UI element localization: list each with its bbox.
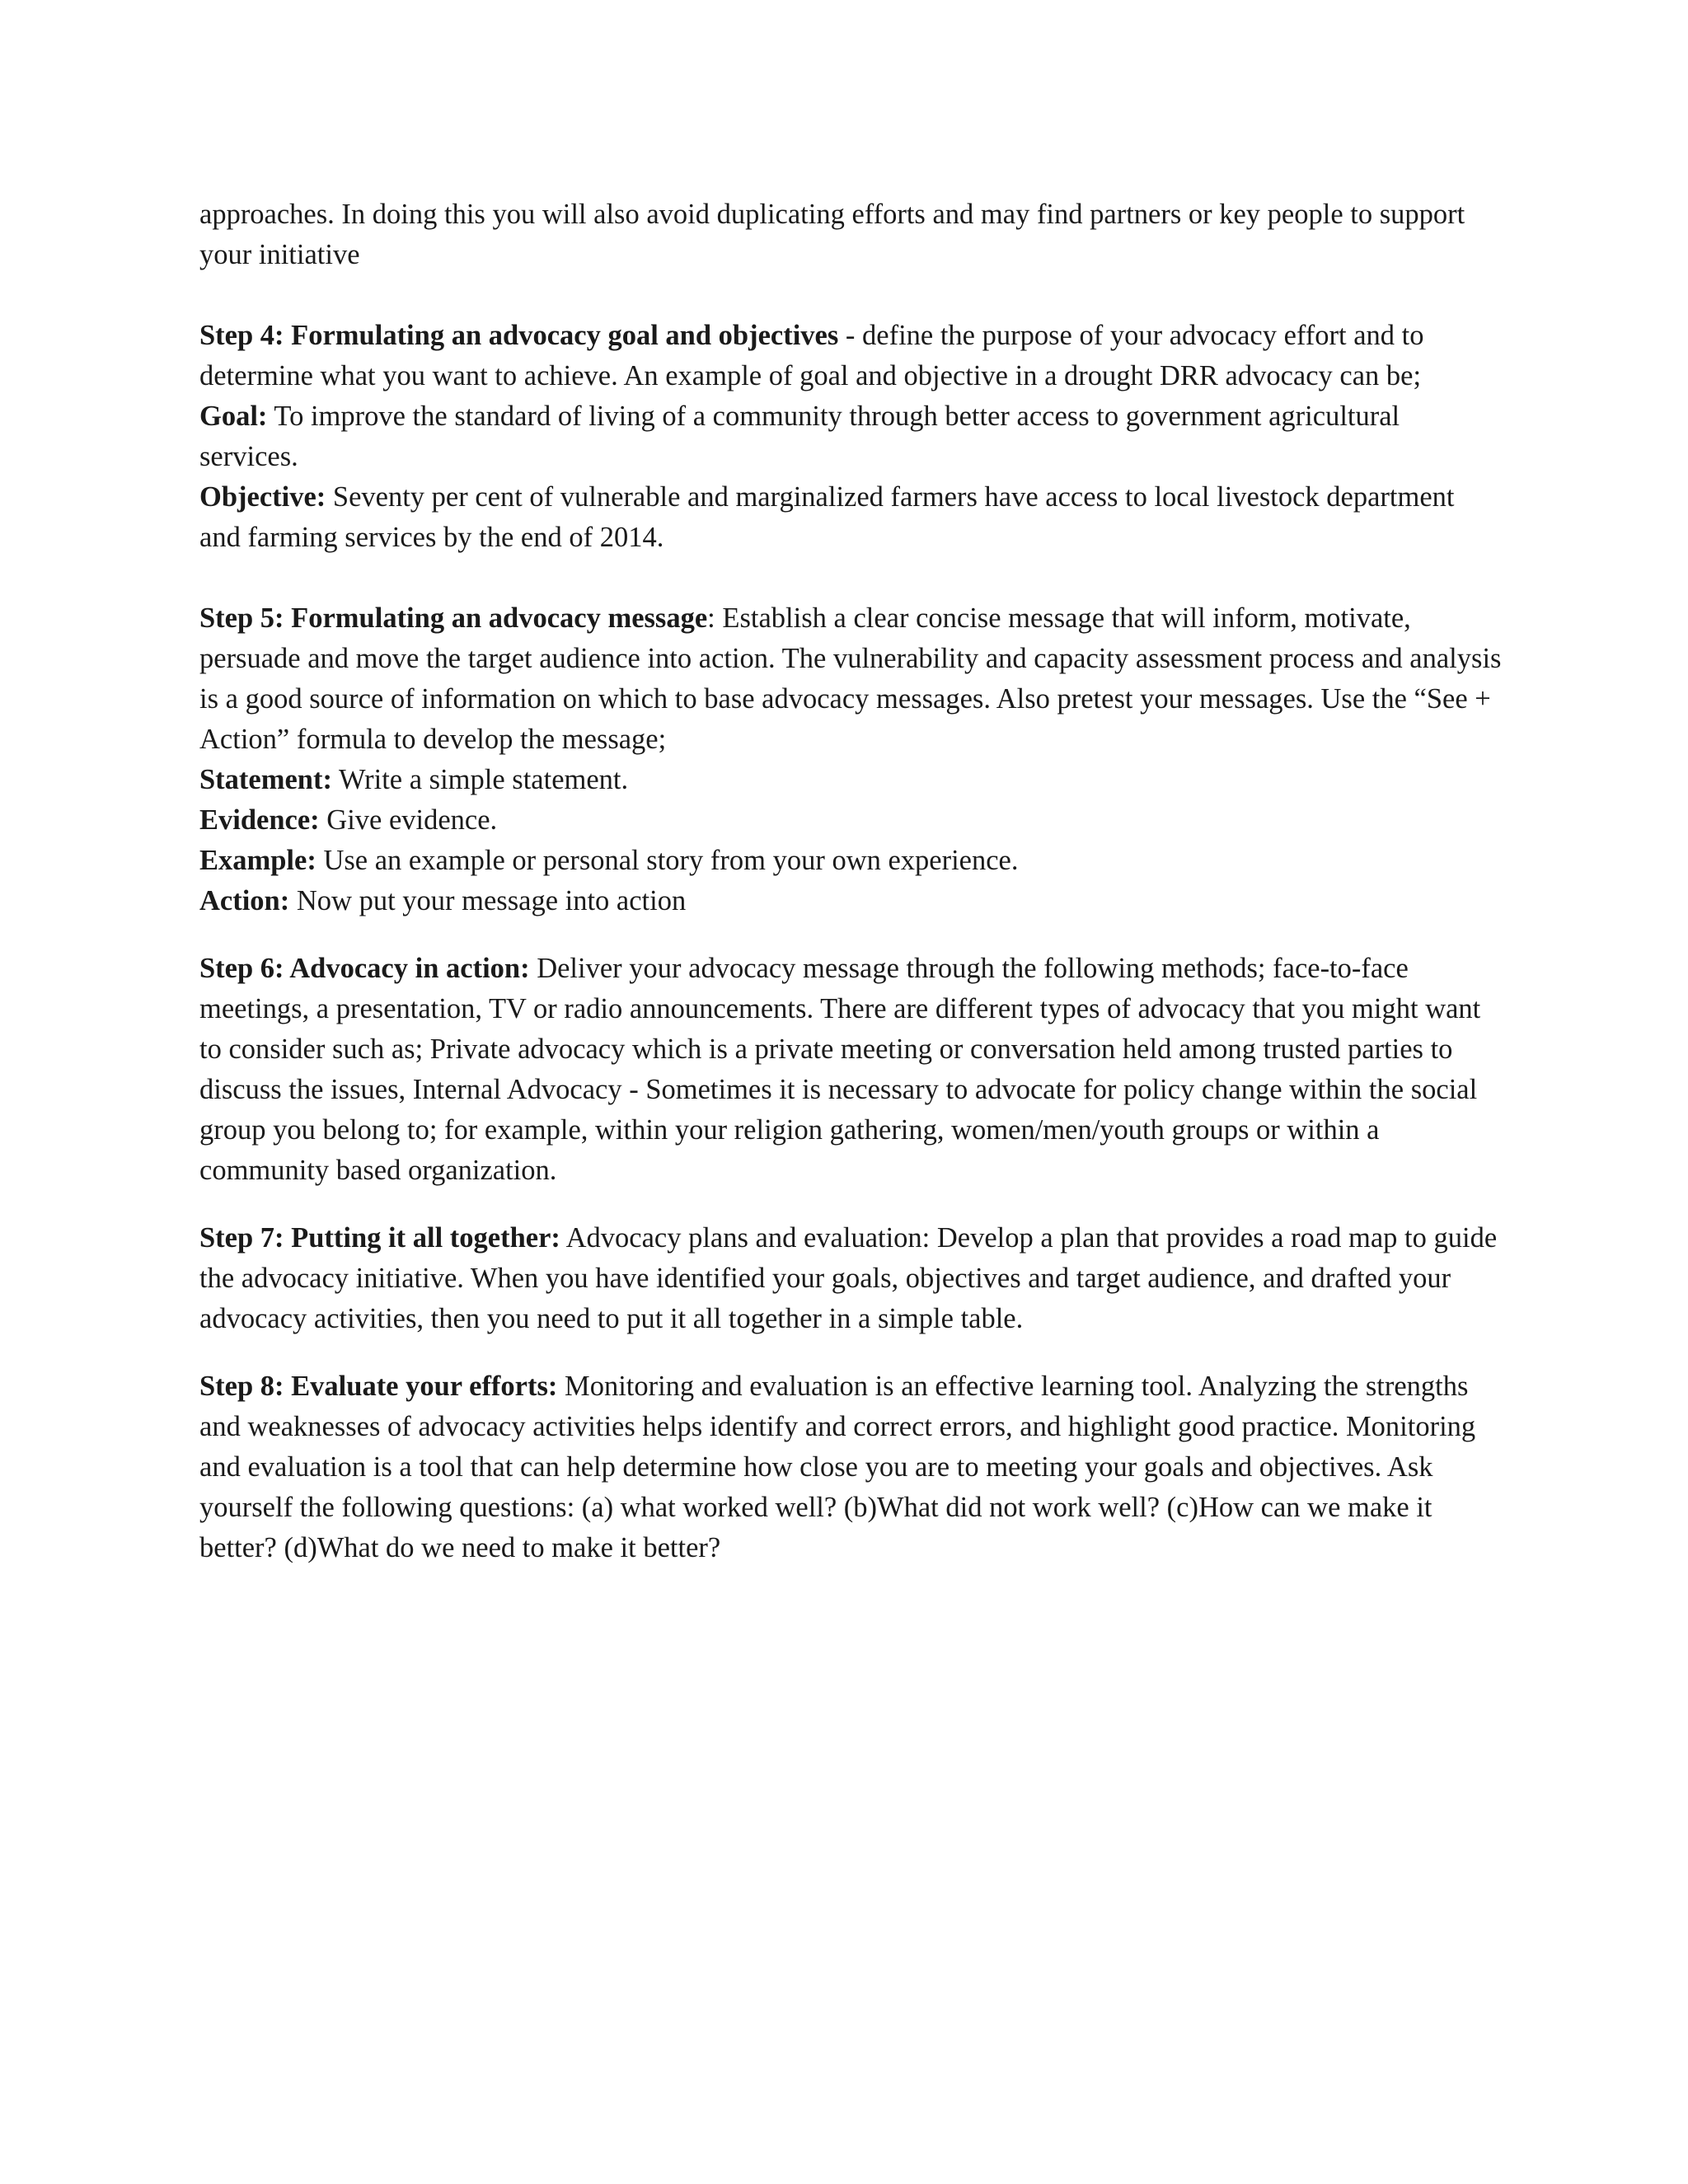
objective-paragraph (199, 477, 1502, 558)
spacer (199, 275, 1502, 316)
step8-paragraph (199, 1366, 1502, 1568)
example-paragraph (199, 841, 1502, 881)
step7-heading: Step 7: Putting it all together: (199, 1222, 560, 1254)
step4-text: - define the purpose of your advocacy effort and to determine what you want to achieve. An example of goal and objective in a drought DRR advocacy can be; (199, 320, 1424, 391)
step8-text: Monitoring and evaluation is an effective learning tool. Analyzing the strengths and weaknesses of advocacy activities helps identify and correct errors, and highlight good practice. Monitoring and evaluation is a tool that can help determine how close you are to meeting your goals and objectives. Ask yourself the following questions: (a) what worked well? (b)What did not work well? (c)How can we make it better? (d)What do we need to make it better? (199, 1371, 1476, 1563)
step5-paragraph (199, 598, 1502, 760)
action-paragraph (199, 881, 1502, 921)
step6-heading: Step 6: Advocacy in action: (199, 953, 530, 984)
action-text: Now put your message into action (289, 885, 687, 916)
example-text: Use an example or personal story from your own experience. (316, 845, 1019, 876)
evidence-paragraph (199, 800, 1502, 841)
step6-paragraph (199, 949, 1502, 1191)
objective-label: Objective: (199, 481, 326, 513)
objective-text: Seventy per cent of vulnerable and marginalized farmers have access to local livestock department and farming services by the end of 2014. (199, 481, 1455, 553)
intro-paragraph (199, 194, 1502, 275)
spacer (199, 1339, 1502, 1366)
evidence-label: Evidence: (199, 804, 320, 836)
example-label: Example: (199, 845, 316, 876)
step4-heading: Step 4: Formulating an advocacy goal and objectives (199, 320, 839, 351)
step5-heading: Step 5: Formulating an advocacy message (199, 602, 708, 634)
goal-label: Goal: (199, 401, 268, 432)
page-body (199, 194, 1502, 1568)
goal-text: To improve the standard of living of a community through better access to government agricultural services. (199, 401, 1400, 472)
step5-text: : Establish a clear concise message that will inform, motivate, persuade and move the target audience into action. The vulnerability and capacity assessment process and analysis is a good source of information on which to base advocacy messages. Also pretest your messages. Use the “See + Action” formula to develop the message; (199, 602, 1502, 755)
step4-paragraph (199, 316, 1502, 396)
action-label: Action: (199, 885, 290, 916)
statement-label: Statement: (199, 764, 332, 795)
step7-paragraph (199, 1218, 1502, 1339)
spacer (199, 558, 1502, 598)
step6-text: Deliver your advocacy message through the following methods; face-to-face meetings, a presentation, TV or radio announcements. There are different types of advocacy that you might want to consider such as; Private advocacy which is a private meeting or conversation held among trusted parties to discuss the issues, Internal Advocacy - Sometimes it is necessary to advocate for policy change within the social group you belong to; for example, within your religion gathering, women/men/youth groups or within a community based organization. (199, 953, 1481, 1186)
statement-text: Write a simple statement. (331, 764, 629, 795)
statement-paragraph (199, 760, 1502, 800)
step8-heading: Step 8: Evaluate your efforts: (199, 1371, 558, 1402)
step7-text: Advocacy plans and evaluation: Develop a plan that provides a road map to guide the advocacy initiative. When you have identified your goals, objectives and target audience, and drafted your advocacy activities, then you need to put it all together in a simple table. (199, 1222, 1498, 1334)
intro-text: approaches. In doing this you will also avoid duplicating efforts and may find partners or key people to support your initiative (199, 199, 1465, 270)
spacer (199, 1191, 1502, 1218)
goal-paragraph (199, 396, 1502, 477)
evidence-text: Give evidence. (319, 804, 498, 836)
spacer (199, 921, 1502, 949)
